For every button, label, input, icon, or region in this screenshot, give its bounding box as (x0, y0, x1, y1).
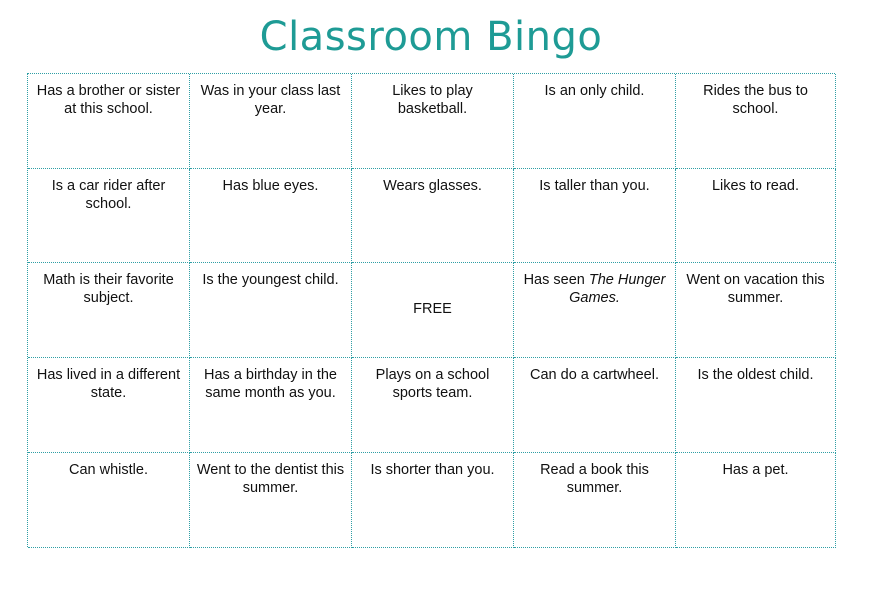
bingo-cell[interactable] (190, 74, 352, 169)
bingo-cell[interactable] (28, 74, 190, 169)
bingo-cell-text: Read a book this summer. (540, 462, 649, 496)
bingo-cell[interactable] (190, 263, 352, 358)
bingo-cell[interactable] (514, 453, 676, 548)
bingo-cell[interactable] (190, 358, 352, 453)
bingo-cell[interactable] (28, 263, 190, 358)
bingo-cell[interactable] (28, 453, 190, 548)
page-title: Classroom Bingo (259, 14, 603, 60)
bingo-cell-text: Plays on a school sports team. (375, 367, 490, 401)
bingo-cell-text: FREE (413, 301, 452, 317)
bingo-cell[interactable] (676, 358, 836, 453)
bingo-cell[interactable] (28, 169, 190, 263)
bingo-cell[interactable] (190, 169, 352, 263)
bingo-cell[interactable] (352, 358, 514, 453)
bingo-cell[interactable] (514, 169, 676, 263)
book-title: The Hunger Games. (569, 272, 666, 306)
bingo-grid (27, 73, 835, 547)
bingo-cell[interactable] (676, 74, 836, 169)
bingo-cell[interactable] (514, 263, 676, 358)
bingo-cell-text: Likes to play basketball. (392, 83, 473, 117)
bingo-cell-text: Is a car rider after school. (51, 178, 166, 212)
bingo-cell-text: Likes to read. (711, 178, 800, 194)
bingo-cell-text: Has a pet. (722, 462, 789, 478)
bingo-free-space[interactable] (352, 263, 514, 358)
bingo-cell-text: Rides the bus to school. (703, 83, 808, 117)
bingo-cell-text: Is the oldest child. (697, 367, 814, 383)
bingo-cell[interactable] (514, 358, 676, 453)
bingo-cell[interactable] (514, 74, 676, 169)
bingo-cell[interactable] (352, 169, 514, 263)
bingo-cell[interactable] (28, 358, 190, 453)
bingo-cell-text-prefix: Has seen (523, 272, 589, 288)
bingo-cell-text: Is shorter than you. (370, 462, 495, 478)
bingo-cell-text: Has lived in a different state. (36, 367, 181, 401)
bingo-cell[interactable] (676, 453, 836, 548)
bingo-cell-text: Went to the dentist this summer. (196, 462, 345, 496)
bingo-cell-text: Has a birthday in the same month as you. (204, 367, 337, 401)
bingo-cell-text: Has blue eyes. (222, 178, 319, 194)
bingo-cell-text: Was in your class last year. (200, 83, 341, 117)
bingo-cell[interactable] (190, 453, 352, 548)
bingo-cell-text: Can whistle. (69, 462, 148, 478)
bingo-cell-text: Is the youngest child. (202, 272, 339, 288)
bingo-cell-text: Can do a cartwheel. (530, 367, 659, 383)
bingo-cell[interactable] (352, 453, 514, 548)
bingo-cell[interactable] (352, 74, 514, 169)
bingo-cell-text: Went on vacation this summer. (686, 272, 825, 306)
bingo-cell-text: Is taller than you. (539, 178, 650, 194)
bingo-cell-text: Math is their favorite subject. (43, 272, 174, 306)
bingo-cell[interactable] (676, 263, 836, 358)
bingo-cell-text: Wears glasses. (383, 178, 482, 194)
bingo-cell[interactable] (676, 169, 836, 263)
bingo-cell-text: Is an only child. (544, 83, 645, 99)
bingo-cell-text: Has a brother or sister at this school. (36, 83, 181, 117)
